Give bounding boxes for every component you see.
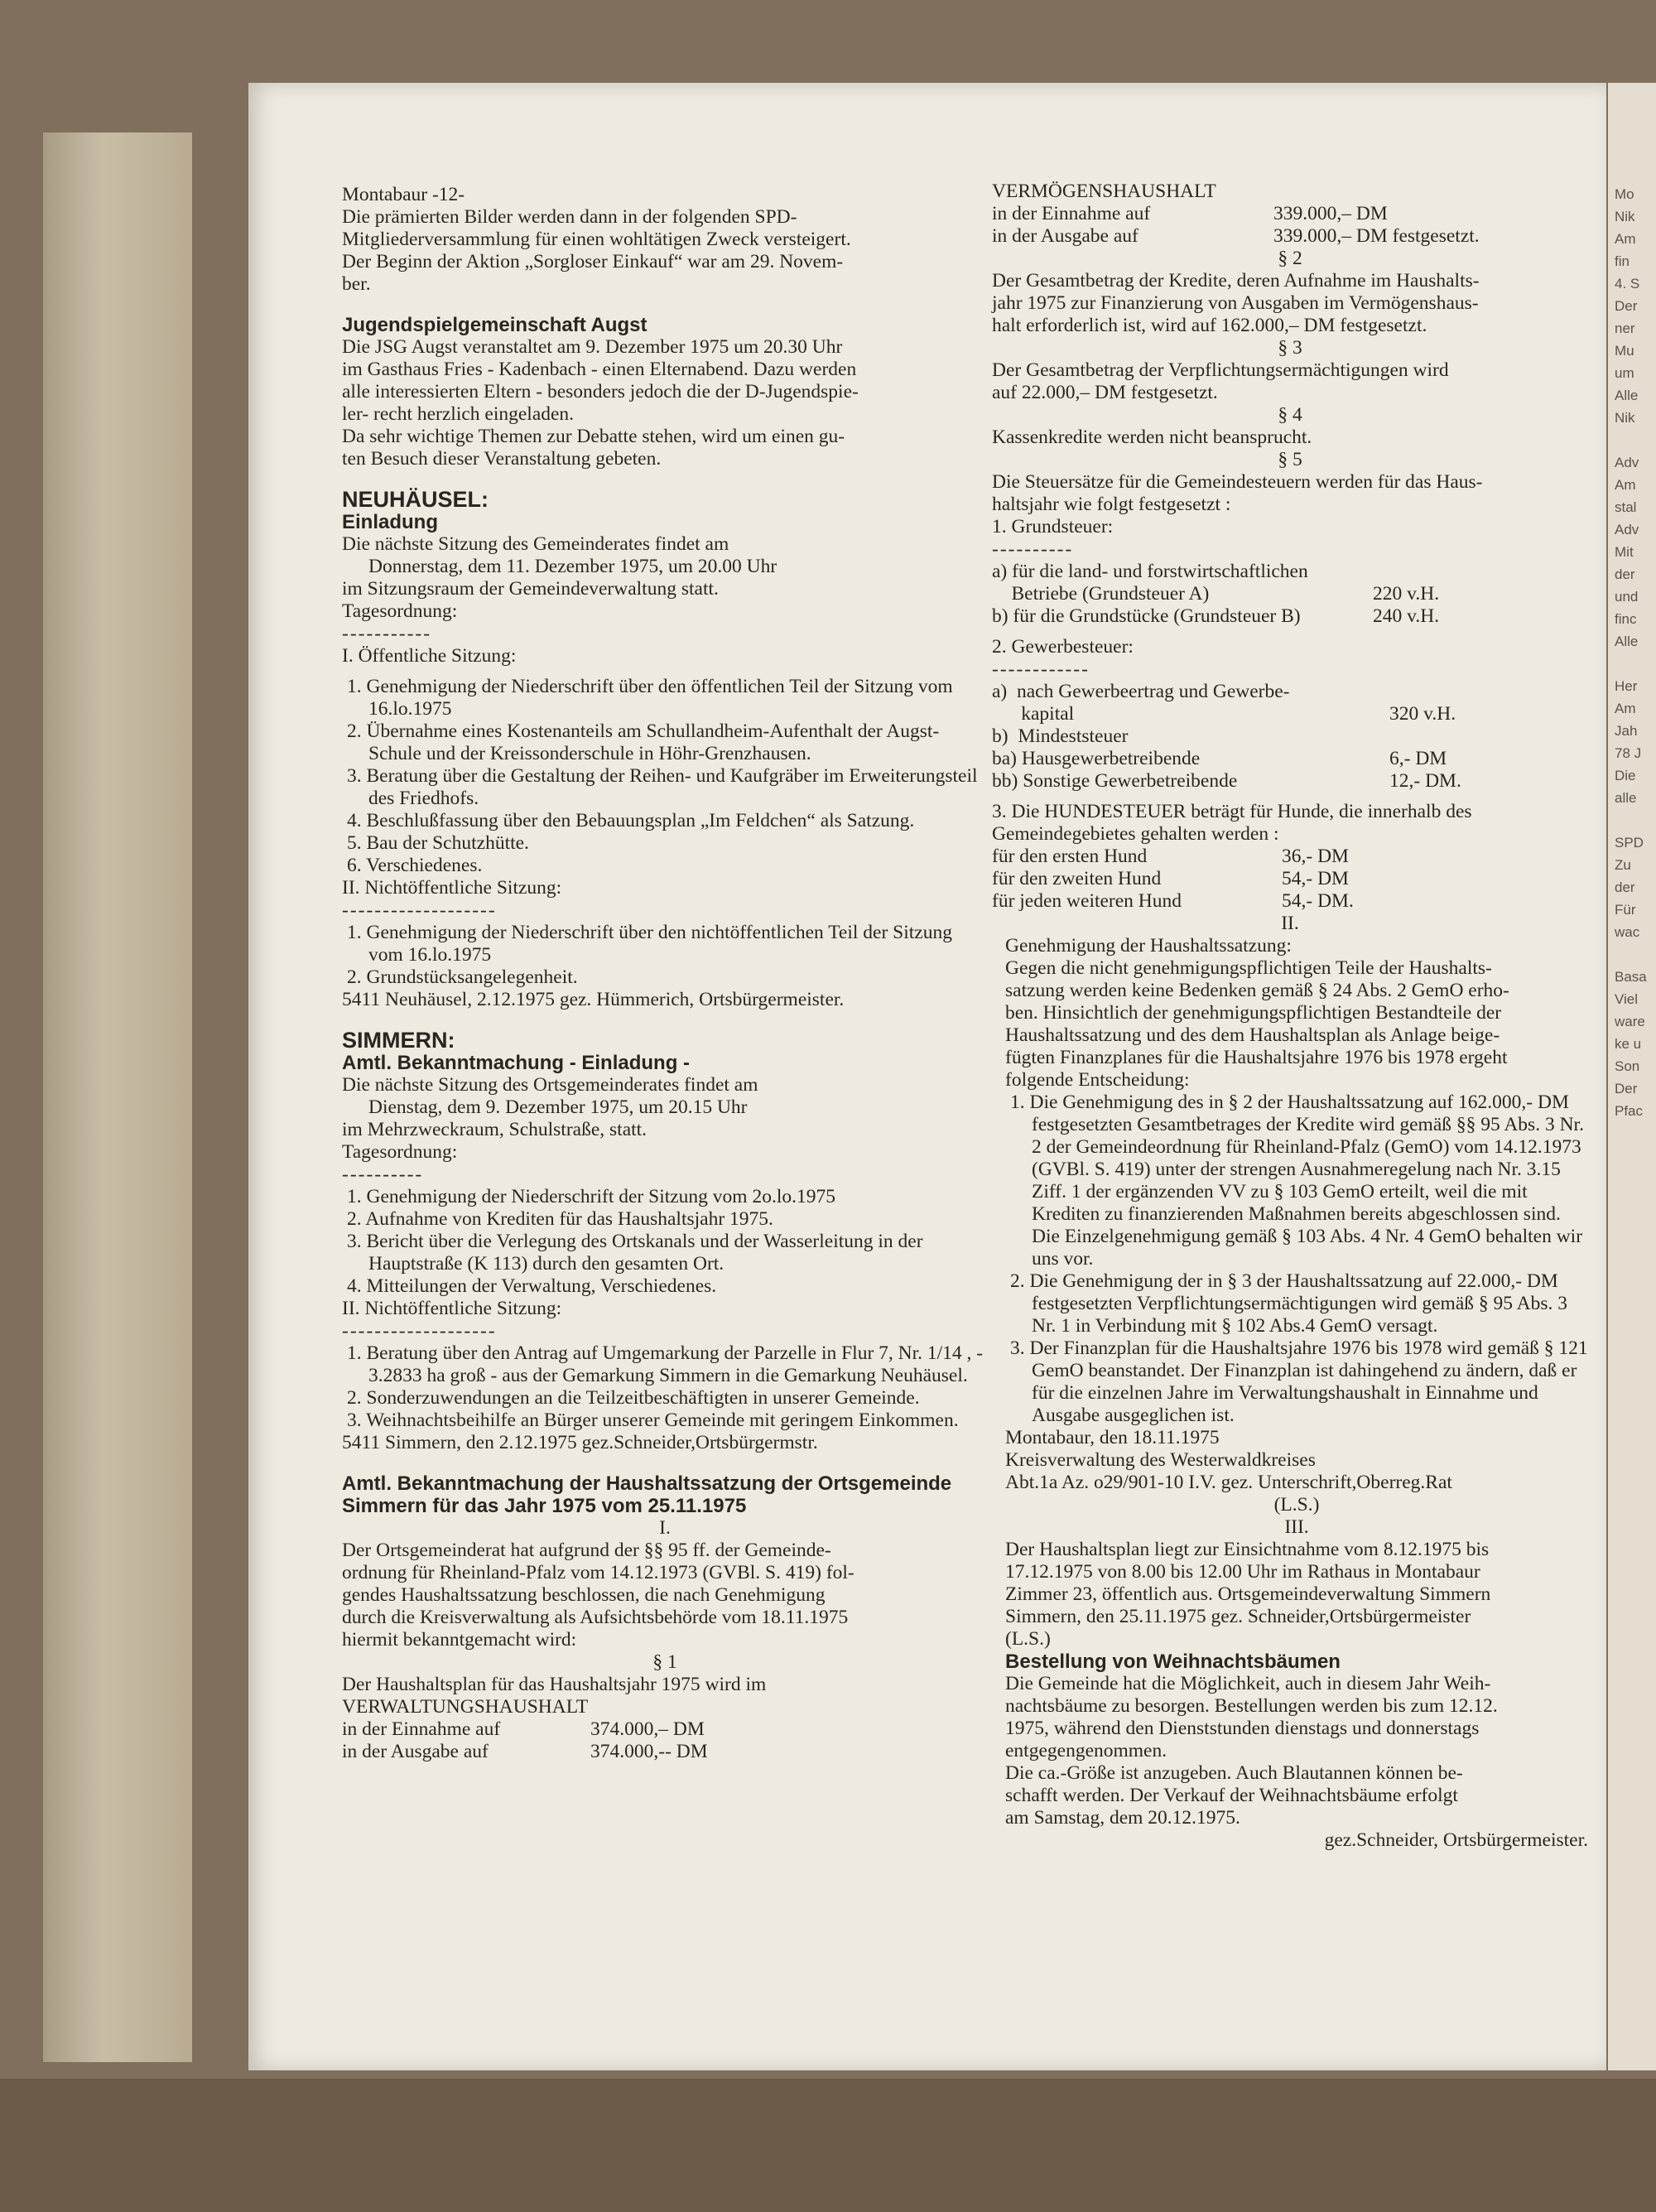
next-page-fragment: der bbox=[1615, 879, 1635, 895]
rate-label: a) nach Gewerbeertrag und Gewerbe- bbox=[992, 681, 1290, 702]
next-page-fragment: Basa bbox=[1615, 969, 1647, 985]
list-item: 2. Sonderzuwendungen an die Teilzeitbeschäftigten in unserer Gemeinde. bbox=[347, 1387, 920, 1409]
rate-row bbox=[992, 770, 1588, 793]
amount-value: 339.000,– DM bbox=[1273, 203, 1388, 224]
amount-label: in der Einnahme auf bbox=[342, 1718, 501, 1740]
text-line: ten Besuch dieser Veranstaltung gebeten. bbox=[342, 448, 662, 470]
signature-line: 5411 Simmern, den 2.12.1975 gez.Schneider,Ortsbürgermstr. bbox=[342, 1432, 818, 1453]
amount-row bbox=[342, 1718, 988, 1741]
next-page-fragment: ke u bbox=[1615, 1036, 1642, 1052]
section-label: I. Öffentliche Sitzung: bbox=[342, 645, 517, 667]
dash-separator: ------------------- bbox=[342, 899, 497, 921]
rate-row bbox=[992, 748, 1588, 770]
text-line: Montabaur, den 18.11.1975 bbox=[1005, 1427, 1220, 1448]
text-line: Dienstag, dem 9. Dezember 1975, um 20.15 Uhr bbox=[368, 1096, 748, 1118]
rate-row bbox=[992, 890, 1588, 913]
next-page-fragment: Der bbox=[1615, 1081, 1638, 1096]
next-page-fragment: Nik bbox=[1615, 410, 1635, 426]
text-line: alle interessierten Eltern - besonders jedoch die der D-Jugendspie- bbox=[342, 381, 859, 402]
text-line: hiermit bekanntgemacht wird: bbox=[342, 1629, 577, 1651]
neuhaeusel-subheading: Einladung bbox=[342, 511, 438, 533]
next-page-fragment: fin bbox=[1615, 253, 1630, 269]
amount-value: 374.000,– DM bbox=[590, 1718, 705, 1740]
text-line: Die nächste Sitzung des Gemeinderates findet am bbox=[342, 533, 729, 555]
text-line: Der Haushaltsplan liegt zur Einsichtnahme vom 8.12.1975 bis bbox=[1005, 1539, 1490, 1560]
text-line: halt erforderlich ist, wird auf 162.000,– DM festgesetzt. bbox=[992, 315, 1427, 336]
text-line: schafft werden. Der Verkauf der Weihnachtsbäume erfolgt bbox=[1005, 1785, 1458, 1806]
text-line: Die nächste Sitzung des Ortsgemeinderates findet am bbox=[342, 1074, 758, 1096]
list-item: 4. Mitteilungen der Verwaltung, Verschiedenes. bbox=[347, 1275, 717, 1297]
list-item: 2. Übernahme eines Kostenanteils am Schullandheim-Aufenthalt der Augst-Schule und der Kreissonderschule in Höhr-Grenzhausen. bbox=[347, 720, 940, 764]
next-page-fragment: Mu bbox=[1615, 343, 1634, 359]
amount-row bbox=[992, 225, 1588, 248]
text-line: Die prämierten Bilder werden dann in der folgenden SPD- bbox=[342, 206, 797, 228]
text-line: entgegengenommen. bbox=[1005, 1740, 1167, 1761]
text-line: satzung werden keine Bedenken gemäß § 24 Abs. 2 GemO erho- bbox=[1005, 980, 1509, 1001]
paragraph-sign: § 1 bbox=[652, 1651, 677, 1673]
list-item: 1. Genehmigung der Niederschrift der Sitzung vom 2o.lo.1975 bbox=[347, 1186, 835, 1207]
background-surface bbox=[0, 2079, 1656, 2212]
text-line: Montabaur -12- bbox=[342, 184, 465, 205]
text-line: gendes Haushaltssatzung beschlossen, die nach Genehmigung bbox=[342, 1584, 826, 1606]
paragraph-sign: § 4 bbox=[1278, 404, 1302, 426]
next-page-fragment: ner bbox=[1615, 320, 1635, 336]
text-line: Der Gesamtbetrag der Verpflichtungsermächtigungen wird bbox=[992, 359, 1449, 381]
next-page-fragment: Zu bbox=[1615, 857, 1631, 873]
list-item: 2. Aufnahme von Krediten für das Haushaltsjahr 1975. bbox=[347, 1208, 773, 1230]
next-page-fragment: Pfac bbox=[1615, 1103, 1644, 1119]
next-page-fragment: Mit bbox=[1615, 544, 1634, 560]
rate-label: kapital bbox=[992, 703, 1075, 725]
signature-line: 5411 Neuhäusel, 2.12.1975 gez. Hümmerich, Ortsbürgermeister. bbox=[342, 989, 845, 1010]
list-item: 6. Verschiedenes. bbox=[347, 855, 483, 876]
intro-paragraph bbox=[342, 184, 988, 296]
next-page-fragment: Für bbox=[1615, 902, 1636, 918]
roman-numeral: III. bbox=[1284, 1516, 1309, 1538]
section-label: 1. Grundsteuer: bbox=[992, 516, 1114, 537]
rate-label: Betriebe (Grundsteuer A) bbox=[992, 583, 1210, 605]
next-page-fragment: Die bbox=[1615, 768, 1636, 783]
list-item: 3. Der Finanzplan für die Haushaltsjahre 1976 bis 1978 wird gemäß § 121 GemO beanstandet. Der Finanzplan ist dahingehend zu ändern, daß er für die einzelnen Jahre im Verwaltungshaushalt in Einnahme und Ausgabe ausgeglichen ist. bbox=[1010, 1337, 1588, 1426]
paragraph-sign: § 2 bbox=[1278, 248, 1302, 269]
rate-value: 36,- DM bbox=[1282, 846, 1349, 867]
next-page-fragment: stal bbox=[1615, 499, 1637, 515]
rate-row bbox=[992, 868, 1588, 890]
dash-separator: ---------- bbox=[992, 538, 1074, 560]
text-line: Der Haushaltsplan für das Haushaltsjahr 1975 wird im bbox=[342, 1674, 767, 1695]
next-page-fragment: Alle bbox=[1615, 634, 1639, 649]
text-line: ben. Hinsichtlich der genehmigungspflichtigen Bestandteile der bbox=[1005, 1002, 1502, 1024]
paragraph-sign: § 3 bbox=[1278, 337, 1302, 359]
simmern-heading: SIMMERN: bbox=[342, 1028, 455, 1053]
next-page-fragment: Am bbox=[1615, 701, 1636, 716]
rate-row bbox=[992, 725, 1588, 748]
next-page-fragment: Viel bbox=[1615, 991, 1639, 1007]
text-line: Simmern, den 25.11.1975 gez. Schneider,Ortsbürgermeister bbox=[1005, 1606, 1471, 1627]
text-line: 3. Die HUNDESTEUER beträgt für Hunde, die innerhalb des bbox=[992, 801, 1472, 822]
section-label: Genehmigung der Haushaltssatzung: bbox=[1005, 935, 1292, 957]
next-page-fragment: ware bbox=[1615, 1014, 1645, 1029]
text-line: im Sitzungsraum der Gemeindeverwaltung statt. bbox=[342, 578, 719, 600]
column-right bbox=[992, 181, 1588, 1852]
next-page-fragment bbox=[1608, 812, 1656, 835]
list-item: 1. Die Genehmigung des in § 2 der Haushaltssatzung auf 162.000,- DM festgesetzten Gesamtbetrages der Kredite wird gemäß §§ 95 Abs. 3 Nr. 2 der Gemeindeordnung für Rheinland-Pfalz (GemO) vom 14.12.1973 (GVBl. S. 419) unter der strengen Ausnahmeregelung nach Nr. 3.15 Ziff. 1 der ergänzenden VV zu § 103 GemO erteilt, weil die mit Krediten zu finanzierenden Maßnahmen bereits abgeschlossen sind. Die Einzelgenehmigung gemäß § 103 Abs. 4 Nr. 4 GemO behalten wir uns vor. bbox=[1010, 1092, 1584, 1270]
amount-value: 339.000,– DM festgesetzt. bbox=[1273, 225, 1480, 247]
rate-label: ba) Hausgewerbetreibende bbox=[992, 748, 1201, 769]
next-page-fragment bbox=[1608, 432, 1656, 455]
next-page-fragment: Am bbox=[1615, 231, 1636, 247]
section-label: II. Nichtöffentliche Sitzung: bbox=[342, 877, 562, 899]
next-page-lines bbox=[1608, 83, 1656, 1125]
rate-row bbox=[992, 681, 1588, 703]
text-line: 17.12.1975 von 8.00 bis 12.00 Uhr im Rathaus in Montabaur bbox=[1005, 1561, 1480, 1583]
list-item: 3. Weihnachtsbeihilfe an Bürger unserer Gemeinde mit geringem Einkommen. bbox=[347, 1410, 959, 1431]
text-line: haltsjahr wie folgt festgesetzt : bbox=[992, 494, 1231, 515]
haushaltssatzung-heading: Simmern für das Jahr 1975 vom 25.11.1975 bbox=[342, 1495, 747, 1517]
rate-label: für den zweiten Hund bbox=[992, 868, 1162, 889]
next-page-fragment bbox=[1608, 656, 1656, 678]
dash-separator: ----------- bbox=[342, 623, 432, 644]
column-left bbox=[342, 184, 988, 1763]
next-page-fragment bbox=[1608, 947, 1656, 969]
book-page-edges bbox=[43, 133, 192, 2062]
rate-row bbox=[992, 703, 1588, 725]
text-line: Kassenkredite werden nicht beansprucht. bbox=[992, 426, 1312, 448]
haushaltssatzung-heading: Amtl. Bekanntmachung der Haushaltssatzung der Ortsgemeinde bbox=[342, 1472, 952, 1495]
text-line: Tagesordnung: bbox=[342, 1141, 458, 1163]
list-item: 3. Beratung über die Gestaltung der Reihen- und Kaufgräber im Erweiterungsteil des Friedhofs. bbox=[347, 765, 978, 809]
next-page-fragment: Der bbox=[1615, 298, 1638, 314]
text-line: Die JSG Augst veranstaltet am 9. Dezember 1975 um 20.30 Uhr bbox=[342, 336, 843, 358]
paragraph-sign: § 5 bbox=[1278, 449, 1302, 470]
text-line: ordnung für Rheinland-Pfalz vom 14.12.1973 (GVBl. S. 419) fol- bbox=[342, 1562, 854, 1583]
text-line: im Mehrzweckraum, Schulstraße, statt. bbox=[342, 1119, 647, 1140]
text-line: (L.S.) bbox=[1005, 1628, 1051, 1650]
next-page-fragment: Nik bbox=[1615, 209, 1635, 224]
text-line: Mitgliederversammlung für einen wohltätigen Zweck versteigert. bbox=[342, 229, 851, 250]
text-line: 1975, während den Dienststunden dienstags und donnerstags bbox=[1005, 1718, 1480, 1739]
text-line: Abt.1a Az. o29/901-10 I.V. gez. Unterschrift,Oberreg.Rat bbox=[1005, 1472, 1452, 1493]
text-line: Die ca.-Größe ist anzugeben. Auch Blautannen können be- bbox=[1005, 1762, 1463, 1784]
list-item: 4. Beschlußfassung über den Bebauungsplan „Im Feldchen“ als Satzung. bbox=[347, 810, 915, 831]
text-line: ler- recht herzlich eingeladen. bbox=[342, 403, 575, 425]
dash-separator: ------------ bbox=[992, 658, 1090, 680]
text-line: VERMÖGENSHAUSHALT bbox=[992, 181, 1216, 202]
next-page-fragment: alle bbox=[1615, 790, 1637, 806]
next-page-fragment: der bbox=[1615, 566, 1635, 582]
next-page-fragment: und bbox=[1615, 589, 1639, 605]
rate-label: a) für die land- und forstwirtschaftlichen bbox=[992, 561, 1308, 582]
rate-value: 320 v.H. bbox=[1389, 703, 1456, 725]
text-line: Der Beginn der Aktion „Sorgloser Einkauf“ war am 29. Novem- bbox=[342, 251, 844, 272]
next-page-fragment: Alle bbox=[1615, 388, 1639, 403]
next-page-fragment: wac bbox=[1615, 924, 1640, 940]
next-page-fragment: Her bbox=[1615, 678, 1638, 694]
list-item: 5. Bau der Schutzhütte. bbox=[347, 832, 529, 854]
rate-label: für jeden weiteren Hund bbox=[992, 890, 1182, 912]
text-line: Der Ortsgemeinderat hat aufgrund der §§ 95 ff. der Gemeinde- bbox=[342, 1540, 831, 1561]
section-label: II. Nichtöffentliche Sitzung: bbox=[342, 1298, 562, 1319]
text-line: Gegen die nicht genehmigungspflichtigen Teile der Haushalts- bbox=[1005, 957, 1492, 979]
list-item: 1. Beratung über den Antrag auf Umgemarkung der Parzelle in Flur 7, Nr. 1/14 , - 3.2833 ha groß - aus der Gemarkung Simmern in die Gemarkung Neuhäusel. bbox=[347, 1342, 984, 1386]
list-item: 2. Die Genehmigung der in § 3 der Haushaltssatzung auf 22.000,- DM festgesetzten Verpflichtungsermächtigungen wird gemäß § 95 Abs. 3 Nr. 1 in Verbindung mit § 102 Abs.4 GemO versagt. bbox=[1010, 1270, 1567, 1337]
amount-label: in der Ausgabe auf bbox=[992, 225, 1138, 247]
next-page-fragment: Jah bbox=[1615, 723, 1638, 739]
amount-value: 374.000,-- DM bbox=[590, 1741, 708, 1762]
text-line: Die Steuersätze für die Gemeindesteuern werden für das Haus- bbox=[992, 471, 1483, 493]
text-line: im Gasthaus Fries - Kadenbach - einen Elternabend. Dazu werden bbox=[342, 359, 857, 380]
seal-mark: (L.S.) bbox=[1273, 1494, 1320, 1516]
text-line: Gemeindegebietes gehalten werden : bbox=[992, 823, 1279, 845]
section-label: 2. Gewerbesteuer: bbox=[992, 636, 1134, 658]
text-line: Haushaltssatzung und des dem Haushaltsplan als Anlage beige- bbox=[1005, 1024, 1500, 1046]
next-page-fragment: SPD bbox=[1615, 835, 1644, 851]
next-page-fragment: Am bbox=[1615, 477, 1636, 493]
rate-label: b) Mindeststeuer bbox=[992, 725, 1129, 747]
rate-value: 240 v.H. bbox=[1373, 605, 1440, 627]
roman-numeral: I. bbox=[659, 1517, 671, 1539]
amount-label: in der Ausgabe auf bbox=[342, 1741, 489, 1762]
amount-label: in der Einnahme auf bbox=[992, 203, 1151, 224]
text-line: am Samstag, dem 20.12.1975. bbox=[1005, 1807, 1240, 1829]
dash-separator: ------------------- bbox=[342, 1320, 497, 1342]
simmern-subheading: Amtl. Bekanntmachung - Einladung - bbox=[342, 1052, 691, 1074]
rate-row bbox=[992, 561, 1588, 583]
text-line: auf 22.000,– DM festgesetzt. bbox=[992, 382, 1218, 403]
text-line: Tagesordnung: bbox=[342, 600, 458, 622]
rate-label: b) für die Grundstücke (Grundsteuer B) bbox=[992, 605, 1301, 627]
next-page-fragment: Adv bbox=[1615, 455, 1639, 470]
rate-row bbox=[992, 605, 1588, 628]
rate-value: 6,- DM bbox=[1389, 748, 1447, 769]
amount-row bbox=[342, 1741, 988, 1763]
rate-value: 220 v.H. bbox=[1373, 583, 1440, 605]
roman-numeral: II. bbox=[1281, 913, 1299, 934]
amount-row bbox=[992, 203, 1588, 225]
weihnachtsbaum-heading: Bestellung von Weihnachtsbäumen bbox=[1005, 1651, 1341, 1673]
list-item: 1. Genehmigung der Niederschrift über den nichtöffentlichen Teil der Sitzung vom 16.lo.1975 bbox=[347, 922, 952, 966]
list-item: 1. Genehmigung der Niederschrift über den öffentlichen Teil der Sitzung vom 16.lo.1975 bbox=[347, 676, 953, 720]
next-page-fragment: 4. S bbox=[1615, 276, 1640, 292]
rate-label: für den ersten Hund bbox=[992, 846, 1148, 867]
text-line: nachtsbäume zu besorgen. Bestellungen werden bis zum 12.12. bbox=[1005, 1695, 1498, 1717]
next-page-fragment: 78 J bbox=[1615, 745, 1642, 761]
rate-value: 54,- DM. bbox=[1282, 890, 1354, 912]
signature-line: gez.Schneider, Ortsbürgermeister. bbox=[1324, 1829, 1588, 1851]
text-line: Zimmer 23, öffentlich aus. Ortsgemeindeverwaltung Simmern bbox=[1005, 1583, 1491, 1605]
neuhaeusel-heading: NEUHÄUSEL: bbox=[342, 487, 489, 512]
list-item: 3. Bericht über die Verlegung des Ortskanals und der Wasserleitung in der Hauptstraße (K 113) durch den gesamten Ort. bbox=[347, 1231, 923, 1275]
rate-row bbox=[992, 583, 1588, 605]
text-line: Der Gesamtbetrag der Kredite, deren Aufnahme im Haushalts- bbox=[992, 270, 1480, 292]
text-line: Donnerstag, dem 11. Dezember 1975, um 20.00 Uhr bbox=[368, 556, 777, 577]
next-page-fragment: um bbox=[1615, 365, 1634, 381]
jsg-heading: Jugendspielgemeinschaft Augst bbox=[342, 314, 647, 336]
text-line: Da sehr wichtige Themen zur Debatte stehen, wird um einen gu- bbox=[342, 426, 845, 447]
rate-row bbox=[992, 846, 1588, 868]
next-page-fragment: Mo bbox=[1615, 186, 1634, 202]
text-line: jahr 1975 zur Finanzierung von Ausgaben im Vermögenshaus- bbox=[992, 292, 1479, 314]
text-line: durch die Kreisverwaltung als Aufsichtsbehörde vom 18.11.1975 bbox=[342, 1607, 849, 1628]
rate-value: 54,- DM bbox=[1282, 868, 1349, 889]
rate-label: bb) Sonstige Gewerbetreibende bbox=[992, 770, 1238, 792]
text-line: fügten Finanzplanes für die Haushaltsjahre 1976 bis 1978 ergeht bbox=[1005, 1047, 1508, 1068]
next-page-fragment: Son bbox=[1615, 1058, 1640, 1074]
rate-value: 12,- DM. bbox=[1389, 770, 1461, 792]
next-page-fragment: Adv bbox=[1615, 522, 1639, 537]
dash-separator: ---------- bbox=[342, 1164, 424, 1185]
list-item: 2. Grundstücksangelegenheit. bbox=[347, 966, 578, 988]
text-line: Die Gemeinde hat die Möglichkeit, auch in diesem Jahr Weih- bbox=[1005, 1673, 1491, 1694]
next-page-fragment: finc bbox=[1615, 611, 1637, 627]
text-line: Kreisverwaltung des Westerwaldkreises bbox=[1005, 1449, 1316, 1471]
text-line: folgende Entscheidung: bbox=[1005, 1069, 1190, 1091]
text-line: ber. bbox=[342, 273, 371, 295]
text-line: VERWALTUNGSHAUSHALT bbox=[342, 1696, 589, 1718]
next-page-sliver bbox=[1608, 83, 1656, 2070]
